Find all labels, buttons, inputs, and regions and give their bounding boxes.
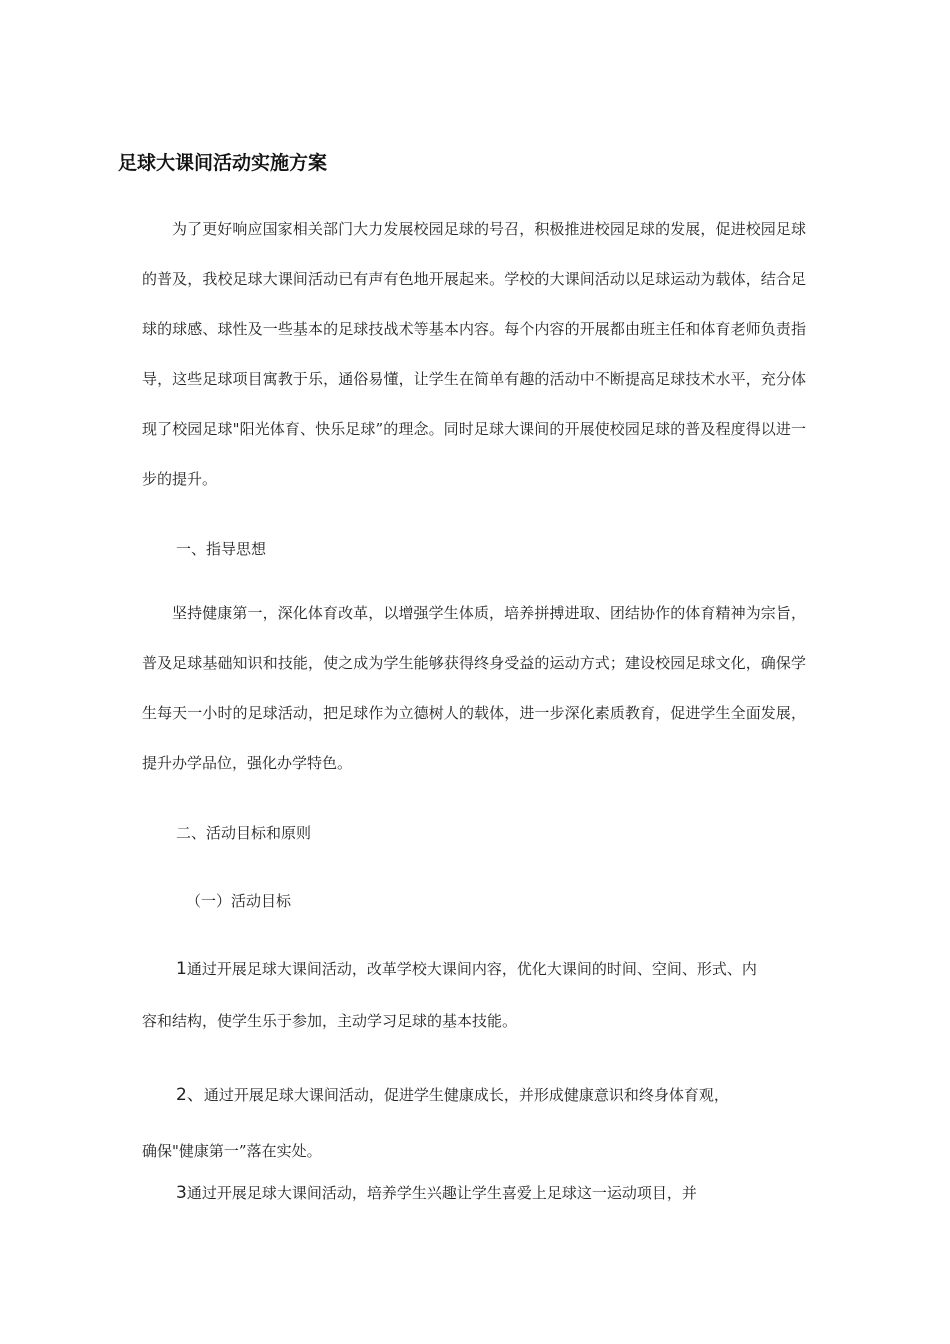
goal-item-2-line2: 确保"健康第一”落在实处。 [142, 1142, 322, 1160]
section-heading-goals-principles: 二、活动目标和原则 [176, 824, 312, 842]
goal-item-3-number: 3 [176, 1183, 187, 1203]
goal-item-2-number: 2、 [176, 1085, 204, 1105]
subsection-heading-activity-goals: （一）活动目标 [186, 892, 292, 910]
goal-item-2 [142, 1082, 806, 1164]
goal-item-3-line1: 3通过开展足球大课间活动，培养学生兴趣让学生喜爱上足球这一运动项目，并 [176, 1183, 697, 1203]
guiding-ideology-paragraph: 坚持健康第一，深化体育改革，以增强学生体质，培养拼搏进取、团结协作的体育精神为宗旨，普及足球基础知识和技能，使之成为学生能够获得终身受益的运动方式；建设校园足球文化，确保学生每天一小时的足球活动，把足球作为立德树人的载体，进一步深化素质教育，促进学生全面发展，提升办学品位，强化办学特色。 [142, 604, 806, 772]
goal-item-3 [142, 1180, 806, 1206]
intro-paragraph: 为了更好响应国家相关部门大力发展校园足球的号召，积极推进校园足球的发展，促进校园足球的普及，我校足球大课间活动已有声有色地开展起来。学校的大课间活动以足球运动为载体，结合足球的球感、球性及一些基本的足球技战术等基本内容。每个内容的开展都由班主任和体育老师负责指导，这些足球项目寓教于乐，通俗易懂，让学生在简单有趣的活动中不断提高足球技术水平，充分体现了校园足球"阳光体育、快乐足球”的理念。同时足球大课间的开展使校园足球的普及程度得以进一步的提升。 [142, 220, 806, 488]
goal-item-1 [142, 956, 806, 1034]
goal-item-1-number: 1 [176, 959, 187, 979]
goal-item-1-line2: 容和结构，使学生乐于参加，主动学习足球的基本技能。 [142, 1012, 518, 1030]
document-title: 足球大课间活动实施方案 [118, 152, 328, 174]
section-heading-guiding-ideology: 一、指导思想 [176, 540, 267, 558]
goal-item-1-line1: 1通过开展足球大课间活动，改革学校大课间内容，优化大课间的时间、空间、形式、内 [176, 959, 757, 979]
goal-item-2-line1: 2、通过开展足球大课间活动，促进学生健康成长，并形成健康意识和终身体育观， [176, 1085, 729, 1105]
